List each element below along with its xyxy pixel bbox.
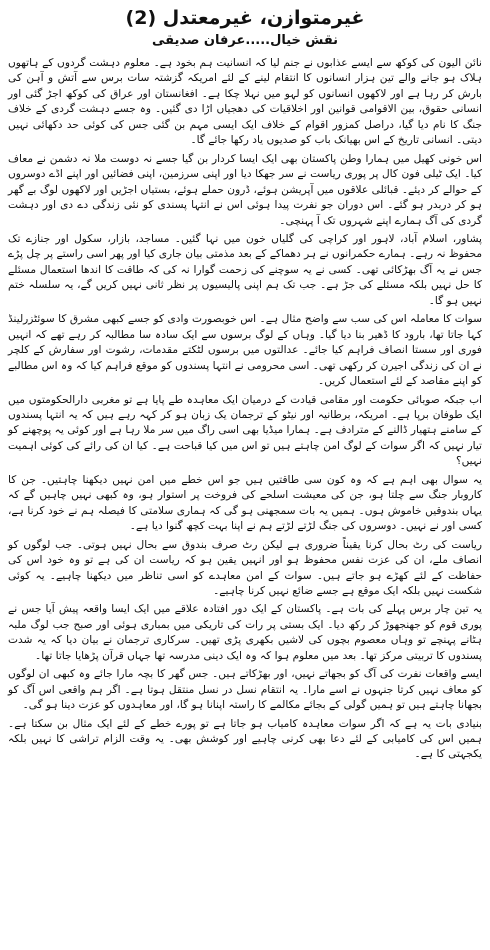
paragraph: ایسے واقعات نفرت کی آگ کو بجھاتے نہیں، اور بھڑکاتے ہیں۔ جس گھر کا بچہ مارا جائے وہ کبھی ان لوگوں کو معاف نہیں کرتا جنہوں نے اسے مارا۔ یہ انتقام نسل در نسل منتقل ہوتا ہے۔ اگر ہم واقعی اس آگ کو بجھانا چاہتے ہیں تو ہمیں گولی کے بجائے مکالمے کا راستہ اپنانا ہو گا، اور معاہدوں کو عزت دینا ہو گی۔ [8, 668, 482, 712]
paragraph: سوات کا معاملہ اس کی سب سے واضح مثال ہے۔ اس خوبصورت وادی کو جسے کبھی مشرق کا سوئٹزرلینڈ کہا جاتا تھا، بارود کا ڈھیر بنا دیا گیا۔ وہاں کے لوگ برسوں سے ایک سادہ سا مطالبہ کر رہے تھے کہ انہیں فوری اور سستا انصاف فراہم کیا جائے۔ عدالتوں میں برسوں لٹکتے مقدمات، رشوت اور سفارش کے کلچر نے ان کی زندگی اجیرن کر رکھی تھی۔ اسی محرومی نے انتہا پسندوں کو موقع فراہم کیا کہ وہ اس مطالبے کو اپنے مقاصد کے لئے استعمال کریں۔ [8, 313, 482, 388]
paragraph: نائن الیون کی کوکھ سے ایسے عذابوں نے جنم لیا کہ انسانیت ہم بخود ہے۔ معلوم دہشت گردوں کے ہاتھوں ہلاک ہو جانے والے تین ہزار انسانوں کا انتقام لینے کے لئے امریکہ گزشتہ سات برس سے آتش و آہن کی بارش کر رہا ہے اور لاکھوں انسانوں کو لہو میں نہلا چکا ہے۔ افغانستان اور عراق کی کوکھ اجڑ گئی اور انسانی حقوق، بین الاقوامی قوانین اور اخلاقیات کی دھجیاں اڑا دی گئیں۔ وہ جسے دہشت گردی کے خلاف جنگ کا نام دیا گیا، دراصل کمزور اقوام کے خلاف ایک ایسی مہم بن گئی جس کی کوئی حد دکھائی نہیں دیتی۔ انسانی تاریخ کے اس بھیانک باب کو صدیوں یاد رکھا جائے گا۔ [8, 57, 482, 147]
paragraph: ریاست کی رٹ بحال کرنا یقیناً ضروری ہے لیکن رٹ صرف بندوق سے بحال نہیں ہوتی۔ جب لوگوں کو انصاف ملے، ان کی عزت نفس محفوظ ہو اور انہیں یقین ہو کہ ریاست ان کی ہے تو وہ خود اس کی حفاظت کے لئے کھڑے ہو جاتے ہیں۔ سوات کے امن معاہدے کو اسی تناظر میں دیکھنا چاہیے۔ یہ کوئی شکست نہیں بلکہ ایک موقع ہے جسے ضائع نہیں کرنا چاہیے۔ [8, 538, 482, 597]
paragraph: یہ تین چار برس پہلے کی بات ہے۔ پاکستان کے ایک دور افتادہ علاقے میں ایک ایسا واقعہ پیش آیا جس نے پوری قوم کو جھنجھوڑ کر رکھ دیا۔ ایک بستی پر رات کی تاریکی میں بمباری ہوئی اور صبح جب لوگ ملبہ ہٹانے پہنچے تو وہاں معصوم بچوں کی لاشیں بکھری پڑی تھیں۔ سرکاری ترجمان نے بیان دیا کہ یہ شدت پسندوں کا تربیتی مرکز تھا۔ بعد میں معلوم ہوا کہ وہ ایک دینی مدرسہ تھا جہاں قرآن پڑھایا جاتا تھا۔ [8, 603, 482, 662]
paragraph: اب جبکہ صوبائی حکومت اور مقامی قیادت کے درمیان ایک معاہدہ طے پایا ہے تو مغربی دارالحکومتوں میں ایک طوفان برپا ہے۔ امریکہ، برطانیہ اور نیٹو کے ترجمان یک زبان ہو کر کہہ رہے ہیں کہ یہ انتہا پسندوں کے سامنے ہتھیار ڈالنے کے مترادف ہے۔ ہمارا میڈیا بھی اسی راگ میں سر ملا رہا ہے اور کوئی یہ پوچھنے کو تیار نہیں کہ اگر سوات کے لوگ امن چاہتے ہیں تو اس میں کیا قباحت ہے۔ کیا ان کی رائے کی کوئی اہمیت نہیں؟ [8, 393, 482, 468]
paragraph: بنیادی بات یہ ہے کہ اگر سوات معاہدہ کامیاب ہو جاتا ہے تو پورے خطے کے لئے ایک مثال بن سکتا ہے۔ ہمیں اس کی کامیابی کے لئے دعا بھی کرنی چاہیے اور کوشش بھی۔ یہ وقت الزام تراشی کا نہیں بلکہ یکجہتی کا ہے۔ [8, 717, 482, 761]
paragraph: اس خونی کھیل میں ہمارا وطن پاکستان بھی ایک ایسا کردار بن گیا جسے نہ دوست ملا نہ دشمن نے معاف کیا۔ ایک ٹیلی فون کال پر پوری ریاست نے سر جھکا دیا اور اپنی سرزمین، اپنی فضائیں اور اپنے اڈے دوسروں کے حوالے کر دیئے۔ قبائلی علاقوں میں آپریشن ہوئے، ڈرون حملے ہوئے، بستیاں اجڑیں اور لاکھوں لوگ بے گھر ہو کر دربدر ہو گئے۔ اس دوران جو نفرت پیدا ہوئی اس نے انتہا پسندی کو نئی زندگی دے دی اور دہشت گردی کی آگ ہمارے اپنے شہروں تک آ پہنچی۔ [8, 152, 482, 227]
article-body [8, 56, 482, 763]
paragraph: یہ سوال بھی اہم ہے کہ وہ کون سی طاقتیں ہیں جو اس خطے میں امن نہیں دیکھنا چاہتیں۔ جن کا کاروبار جنگ سے چلتا ہو، جن کی معیشت اسلحے کی فروخت پر استوار ہو، وہ کبھی نہیں چاہیں گے کہ یہاں بندوقیں خاموش ہوں۔ ہمیں یہ بات سمجھنی ہو گی کہ ہماری سلامتی کا فیصلہ ہم نے خود کرنا ہے، کسی اور نے نہیں۔ دوسروں کی جنگ لڑتے لڑتے ہم نے اپنا بہت کچھ گنوا دیا ہے۔ [8, 473, 482, 533]
paragraph: پشاور، اسلام آباد، لاہور اور کراچی کی گلیاں خون میں نہا گئیں۔ مساجد، بازار، سکول اور جنازے تک محفوظ نہ رہے۔ ہمارے حکمرانوں نے ہر دھماکے کے بعد مذمتی بیان جاری کیا اور پھر اسی راستے پر چل پڑے جس نے یہ آگ بھڑکائی تھی۔ کسی نے یہ سوچنے کی زحمت گوارا نہ کی کہ طاقت کا اندھا استعمال مسئلے کا حل نہیں بلکہ مسئلے کی جڑ ہے۔ جب تک ہم اپنی پالیسیوں پر نظر ثانی نہیں کریں گے، یہ سلسلہ ختم نہیں ہو گا۔ [8, 232, 482, 307]
article-title: غیرمتوازن، غیرمعتدل (2) [125, 7, 365, 29]
article-byline: نقش خیال.....عرفان صدیقی [151, 33, 339, 48]
